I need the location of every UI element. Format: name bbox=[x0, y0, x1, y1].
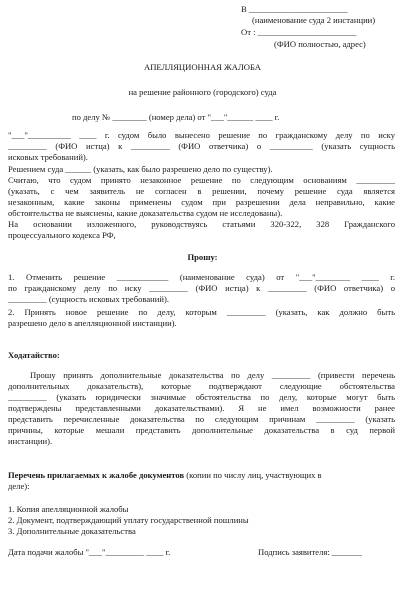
attachment-item: 3. Дополнительные доказательства bbox=[8, 526, 136, 536]
body-line: обстоятельства не выяснены, какие доказательства судом не исследованы). bbox=[8, 208, 283, 218]
signature-line: Подпись заявителя: _______ bbox=[258, 547, 362, 557]
motion-line: инстанции). bbox=[8, 436, 53, 446]
request-item-line: по гражданскому делу по иску _________ (ФИО истца) к _________ (ФИО ответчика) о bbox=[8, 283, 395, 293]
body-line: На основании изложенного, руководствуясь статьями 320-322, 328 Гражданского bbox=[8, 219, 395, 229]
document-subtitle: на решение районного (городского) суда bbox=[128, 87, 277, 97]
body-line: (указать, с чем заявитель не согласен в решении, почему решение суда является bbox=[8, 186, 395, 196]
body-line: процессуального кодекса РФ, bbox=[8, 230, 116, 240]
attachment-item: 2. Документ, подтверждающий уплату государственной пошлины bbox=[8, 515, 249, 525]
attachments-heading-rest: (копии по числу лиц, участвующих в bbox=[184, 470, 322, 480]
body-line: незаконным, какие законы применены судом при разрешении дела неправильно, какие bbox=[8, 197, 395, 207]
attachments-heading bbox=[8, 470, 322, 480]
motion-line: подтверждены представленными доказательствами). Я не имел возможности ранее bbox=[8, 403, 395, 413]
request-item-line: _________ (сущность исковых требований). bbox=[8, 294, 169, 304]
motion-line: причины, которые мешали представить дополнительные доказательства в суд первой bbox=[8, 425, 395, 435]
sender-details-hint: (ФИО полностью, адрес) bbox=[274, 39, 366, 49]
attachments-heading-cont: деле): bbox=[8, 481, 30, 491]
motion-line: Прошу принять дополнительные доказательства по делу _________ (привести перечень bbox=[30, 370, 395, 380]
attachment-item: 1. Копия апелляционной жалобы bbox=[8, 504, 129, 514]
sender-line: От : _______________________ bbox=[241, 27, 357, 37]
motion-line: дополнительных доказательств), которые подтверждают следующие обстоятельства bbox=[8, 381, 395, 391]
court-name-hint: (наименование суда 2 инстанции) bbox=[252, 15, 376, 25]
case-number-line: по делу № ________ (номер дела) от "___"______ ____ г. bbox=[72, 112, 280, 122]
body-line: Считаю, что судом принято незаконное решение по следующим основаниям _________ bbox=[8, 175, 395, 185]
motion-line: _________ (указать юридически значимые обстоятельства по делу, которые могут быть bbox=[8, 392, 395, 402]
motion-heading: Ходатайство: bbox=[8, 350, 60, 360]
body-line: _________ (ФИО истца) к _________ (ФИО ответчика) о __________ (указать сущность bbox=[8, 141, 395, 151]
motion-line: представить перечисленные доказательства по следующим причинам _________ (указать bbox=[8, 414, 395, 424]
body-line: исковых требований). bbox=[8, 152, 88, 162]
request-heading: Прошу: bbox=[187, 252, 218, 262]
submission-date-line: Дата подачи жалобы "___"_________ ____ г. bbox=[8, 547, 171, 557]
document-title: АПЕЛЛЯЦИОННАЯ ЖАЛОБА bbox=[143, 62, 262, 72]
request-item-line: 2. Принять новое решение по делу, которым _________ (указать, как должно быть bbox=[8, 307, 395, 317]
request-item-line: 1. Отменить решение ____________ (наименование суда) от "___"________ ____ г. bbox=[8, 272, 395, 282]
body-line: "___"__________ ____ г. судом было вынесено решение по гражданскому делу по иску bbox=[8, 130, 395, 140]
request-item-line: разрешено дело в апелляционной инстанции). bbox=[8, 318, 177, 328]
attachments-heading-bold: Перечень прилагаемых к жалобе документов bbox=[8, 470, 185, 480]
addressee-line: В _______________________ bbox=[241, 4, 348, 14]
body-line: Решением суда ______ (указать, как было разрешено дело по существу). bbox=[8, 164, 273, 174]
